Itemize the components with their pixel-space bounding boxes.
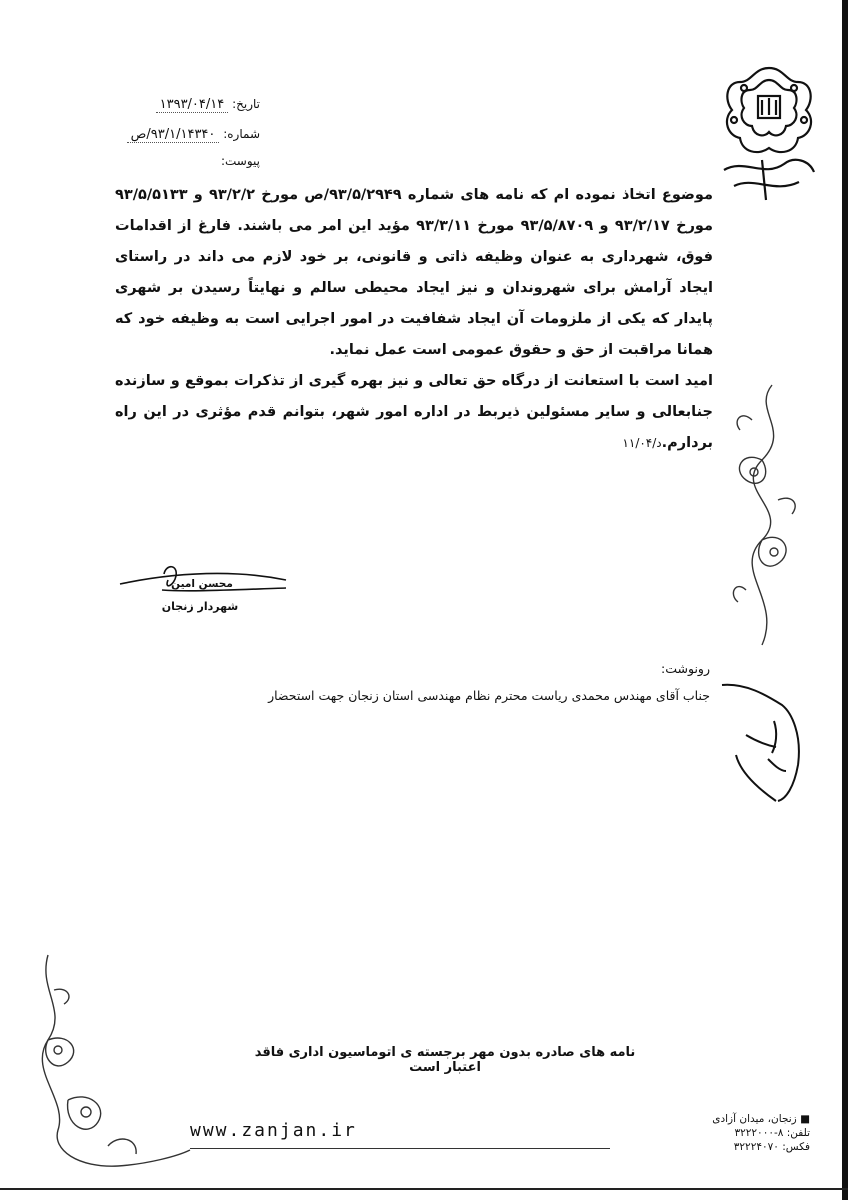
signer-name: محسن امین: [171, 578, 233, 590]
cc-recipient: جناب آقای مهندس محمدی ریاست محترم نظام مهندسی استان زنجان جهت استحضار: [268, 688, 710, 703]
page-border-right: [842, 0, 848, 1200]
validity-notice: نامه های صادره بدون مهر برجسته ی اتوماسیون اداری فاقد اعتبار است: [254, 1045, 636, 1075]
number-label: شماره:: [223, 127, 260, 141]
signer-title: شهردار زنجان: [161, 600, 239, 613]
municipality-logo: [714, 60, 824, 210]
attachment-label: پیوست:: [220, 154, 260, 168]
date-value: ۱۳۹۳/۰۴/۱۴: [156, 97, 229, 113]
website-link[interactable]: www.zanjan.ir: [190, 1120, 357, 1141]
cc-label: رونوشت:: [661, 661, 710, 676]
body-paragraph-1: موضوع اتخاذ نموده ام که نامه های شماره ۹۳/۵/۲۹۴۹/ص مورخ ۹۳/۲/۲ و ۹۳/۵/۵۱۳۳ مورخ ۹۳/۲/۱۷ و ۹۳/۵/۸۷۰۹ مورخ ۹۳/۳/۱۱ مؤید این امر می باشند. فارغ از اقدامات فوق، شهرداری به عنوان وظیفه ذاتی و قانونی، بر خود لازم می داند در راستای ایجاد آرامش برای شهروندان و نیز ایجاد محیطی سالم و نهایتاً رسیدن بر شهری پایدار که یکی از ملزومات آن ایجاد شفافیت در امور اجرایی است به وظیفه خود که همانا مراقبت از حق و حقوق عمومی است عمل نماید.: [115, 187, 713, 358]
body-paragraph-2: [115, 366, 713, 459]
number-field: [60, 127, 260, 142]
address-line: ■ زنجان، میدان آزادی: [712, 1113, 810, 1125]
date-field: [60, 97, 260, 112]
footer-divider: [190, 1148, 610, 1149]
phone-line: تلفن: ۸-۳۲۲۲۰۰۰: [734, 1127, 810, 1139]
number-value: ۹۳/۱/۱۴۳۴۰/ص: [127, 127, 220, 143]
contact-info: [640, 1112, 810, 1154]
date-label: تاریخ:: [232, 97, 260, 111]
page-border-bottom: [0, 1188, 848, 1190]
decorative-ornament-left: [28, 950, 193, 1175]
body-paragraph-2-text: امید است با استعانت از درگاه حق تعالی و نیز بهره گیری از تذکرات بموقع و سازنده جنابعالی و سایر مسئولین ذیربط در اداره امور شهر، بتوانم قدم مؤثری در این راه بردارم.: [115, 373, 713, 451]
letter-body: [115, 180, 713, 459]
attachment-field: [60, 154, 260, 168]
decorative-ornament-right: [712, 380, 812, 650]
sign-date: د/۱۱/۰۴: [622, 436, 662, 450]
handwritten-note: [716, 675, 806, 805]
fax-line: فکس: ۳۲۲۲۴۰۷۰: [733, 1141, 810, 1153]
